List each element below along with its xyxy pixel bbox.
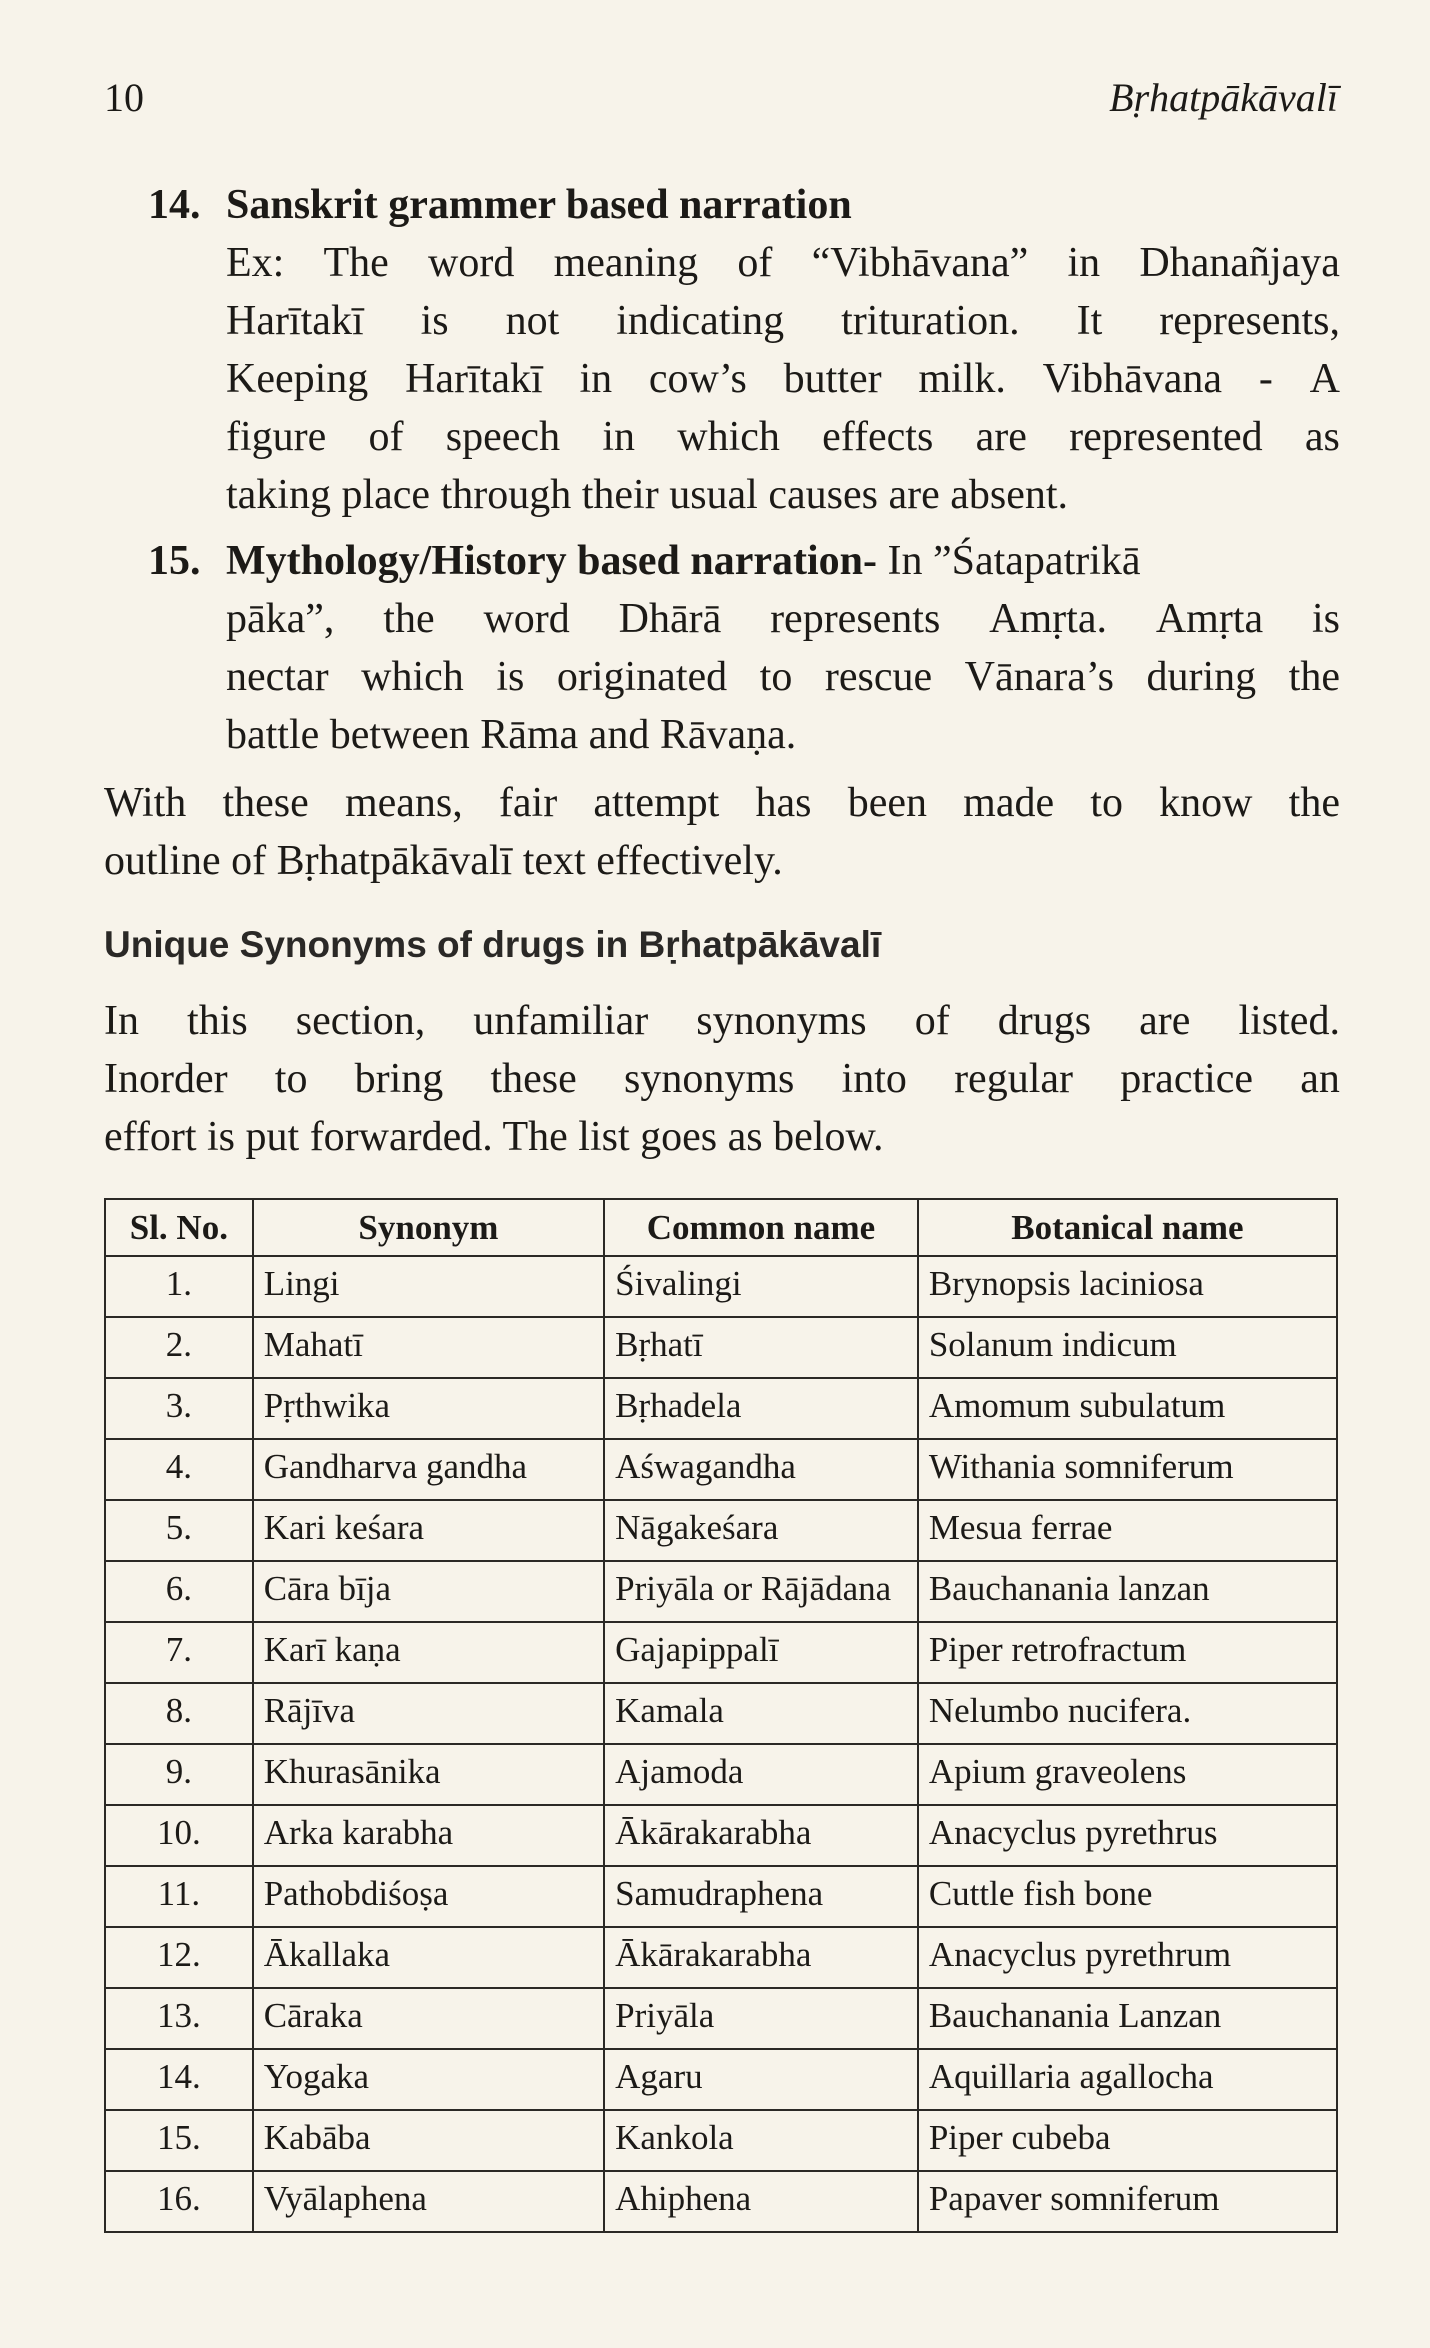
common-name-cell: Ajamoda — [604, 1744, 918, 1805]
text-line: pāka”, the word Dhārā represents Amṛta. Amṛta is — [226, 596, 1340, 642]
synonym-cell: Pathobdiśoṣa — [253, 1866, 604, 1927]
list-item-14 — [148, 176, 1340, 524]
sl-no-cell: 15. — [105, 2110, 253, 2171]
synonym-cell: Yogaka — [253, 2049, 604, 2110]
common-name-cell: Bṛhadela — [604, 1378, 918, 1439]
botanical-name-cell: Solanum indicum — [918, 1317, 1337, 1378]
sl-no-cell: 8. — [105, 1683, 253, 1744]
text-line: Harītakī is not indicating trituration. It represents, — [226, 298, 1340, 344]
synonym-cell: Gandharva gandha — [253, 1439, 604, 1500]
botanical-name-cell: Bauchanania Lanzan — [918, 1988, 1337, 2049]
synonym-cell: Pṛthwika — [253, 1378, 604, 1439]
text-line: In this section, unfamiliar synonyms of drugs are listed. — [104, 998, 1340, 1044]
text-line: With these means, fair attempt has been made to know the — [104, 780, 1340, 826]
table-row — [105, 1927, 1337, 1988]
text-line: effort is put forwarded. The list goes as below. — [104, 1114, 884, 1160]
table-row — [105, 1805, 1337, 1866]
common-name-cell: Ahiphena — [604, 2171, 918, 2232]
synonym-cell: Kabāba — [253, 2110, 604, 2171]
table-row — [105, 1622, 1337, 1683]
sl-no-cell: 12. — [105, 1927, 253, 1988]
page-number: 10 — [104, 75, 144, 120]
column-header: Sl. No. — [105, 1199, 253, 1256]
botanical-name-cell: Papaver somniferum — [918, 2171, 1337, 2232]
synonym-cell: Arka karabha — [253, 1805, 604, 1866]
paragraph-intro — [104, 992, 1340, 1166]
common-name-cell: Kamala — [604, 1683, 918, 1744]
synonym-cell: Mahatī — [253, 1317, 604, 1378]
sl-no-cell: 2. — [105, 1317, 253, 1378]
item-number: 14. — [148, 182, 201, 228]
synonym-cell: Vyālaphena — [253, 2171, 604, 2232]
text-line: figure of speech in which effects are represented as — [226, 414, 1340, 460]
table-row — [105, 1256, 1337, 1317]
column-header: Synonym — [253, 1199, 604, 1256]
synonym-cell: Lingi — [253, 1256, 604, 1317]
text-line: Keeping Harītakī in cow’s butter milk. Vibhāvana - A — [226, 356, 1340, 402]
table-row — [105, 1988, 1337, 2049]
sl-no-cell: 6. — [105, 1561, 253, 1622]
item-heading: Mythology/History based narration- — [226, 538, 877, 584]
column-header: Botanical name — [918, 1199, 1337, 1256]
table-row — [105, 1561, 1337, 1622]
common-name-cell: Nāgakeśara — [604, 1500, 918, 1561]
paragraph-summary — [104, 774, 1340, 890]
synonym-cell: Cāraka — [253, 1988, 604, 2049]
botanical-name-cell: Aquillaria agallocha — [918, 2049, 1337, 2110]
text-line: In ”Śatapatrikā — [876, 538, 1141, 584]
column-header: Common name — [604, 1199, 918, 1256]
item-number: 15. — [148, 538, 201, 584]
table-row — [105, 1439, 1337, 1500]
sl-no-cell: 7. — [105, 1622, 253, 1683]
botanical-name-cell: Bauchanania lanzan — [918, 1561, 1337, 1622]
running-title: Bṛhatpākāvalī — [1109, 75, 1338, 120]
sl-no-cell: 13. — [105, 1988, 253, 2049]
botanical-name-cell: Cuttle fish bone — [918, 1866, 1337, 1927]
table-row — [105, 2110, 1337, 2171]
sl-no-cell: 3. — [105, 1378, 253, 1439]
synonym-cell: Rājīva — [253, 1683, 604, 1744]
synonym-cell: Kari keśara — [253, 1500, 604, 1561]
table-row — [105, 2049, 1337, 2110]
common-name-cell: Aśwagandha — [604, 1439, 918, 1500]
text-line: Inorder to bring these synonyms into regular practice an — [104, 1056, 1340, 1102]
botanical-name-cell: Nelumbo nucifera. — [918, 1683, 1337, 1744]
table-row — [105, 1378, 1337, 1439]
synonym-cell: Khurasānika — [253, 1744, 604, 1805]
section-heading: Unique Synonyms of drugs in Bṛhatpākāvalī — [104, 924, 882, 965]
text-line: taking place through their usual causes are absent. — [226, 472, 1069, 518]
text-line: Ex: The word meaning of “Vibhāvana” in Dhanañjaya — [226, 240, 1340, 286]
table-row — [105, 1317, 1337, 1378]
text-line: battle between Rāma and Rāvaṇa. — [226, 712, 797, 758]
common-name-cell: Bṛhatī — [604, 1317, 918, 1378]
common-name-cell: Śivalingi — [604, 1256, 918, 1317]
botanical-name-cell: Mesua ferrae — [918, 1500, 1337, 1561]
table-row — [105, 1866, 1337, 1927]
list-item-15 — [148, 532, 1340, 764]
table-row — [105, 1683, 1337, 1744]
botanical-name-cell: Withania somniferum — [918, 1439, 1337, 1500]
table-row — [105, 1744, 1337, 1805]
common-name-cell: Samudraphena — [604, 1866, 918, 1927]
common-name-cell: Kankola — [604, 2110, 918, 2171]
synonyms-table — [104, 1198, 1338, 2233]
sl-no-cell: 1. — [105, 1256, 253, 1317]
page-header — [104, 74, 1338, 124]
table-row — [105, 2171, 1337, 2232]
table-row — [105, 1500, 1337, 1561]
synonym-cell: Karī kaṇa — [253, 1622, 604, 1683]
botanical-name-cell: Brynopsis laciniosa — [918, 1256, 1337, 1317]
sl-no-cell: 4. — [105, 1439, 253, 1500]
common-name-cell: Ākārakarabha — [604, 1805, 918, 1866]
botanical-name-cell: Piper retrofractum — [918, 1622, 1337, 1683]
synonym-cell: Cāra bīja — [253, 1561, 604, 1622]
sl-no-cell: 9. — [105, 1744, 253, 1805]
sl-no-cell: 5. — [105, 1500, 253, 1561]
sl-no-cell: 11. — [105, 1866, 253, 1927]
synonym-cell: Ākallaka — [253, 1927, 604, 1988]
botanical-name-cell: Apium graveolens — [918, 1744, 1337, 1805]
table-header-row — [105, 1199, 1337, 1256]
sl-no-cell: 10. — [105, 1805, 253, 1866]
botanical-name-cell: Anacyclus pyrethrum — [918, 1927, 1337, 1988]
common-name-cell: Agaru — [604, 2049, 918, 2110]
text-line: outline of Bṛhatpākāvalī text effectively. — [104, 838, 783, 884]
botanical-name-cell: Anacyclus pyrethrus — [918, 1805, 1337, 1866]
common-name-cell: Gajapippalī — [604, 1622, 918, 1683]
botanical-name-cell: Amomum subulatum — [918, 1378, 1337, 1439]
item-heading: Sanskrit grammer based narration — [226, 182, 852, 228]
botanical-name-cell: Piper cubeba — [918, 2110, 1337, 2171]
text-line: nectar which is originated to rescue Vānara’s during the — [226, 654, 1340, 700]
common-name-cell: Priyāla or Rājādana — [604, 1561, 918, 1622]
sl-no-cell: 14. — [105, 2049, 253, 2110]
common-name-cell: Ākārakarabha — [604, 1927, 918, 1988]
sl-no-cell: 16. — [105, 2171, 253, 2232]
common-name-cell: Priyāla — [604, 1988, 918, 2049]
